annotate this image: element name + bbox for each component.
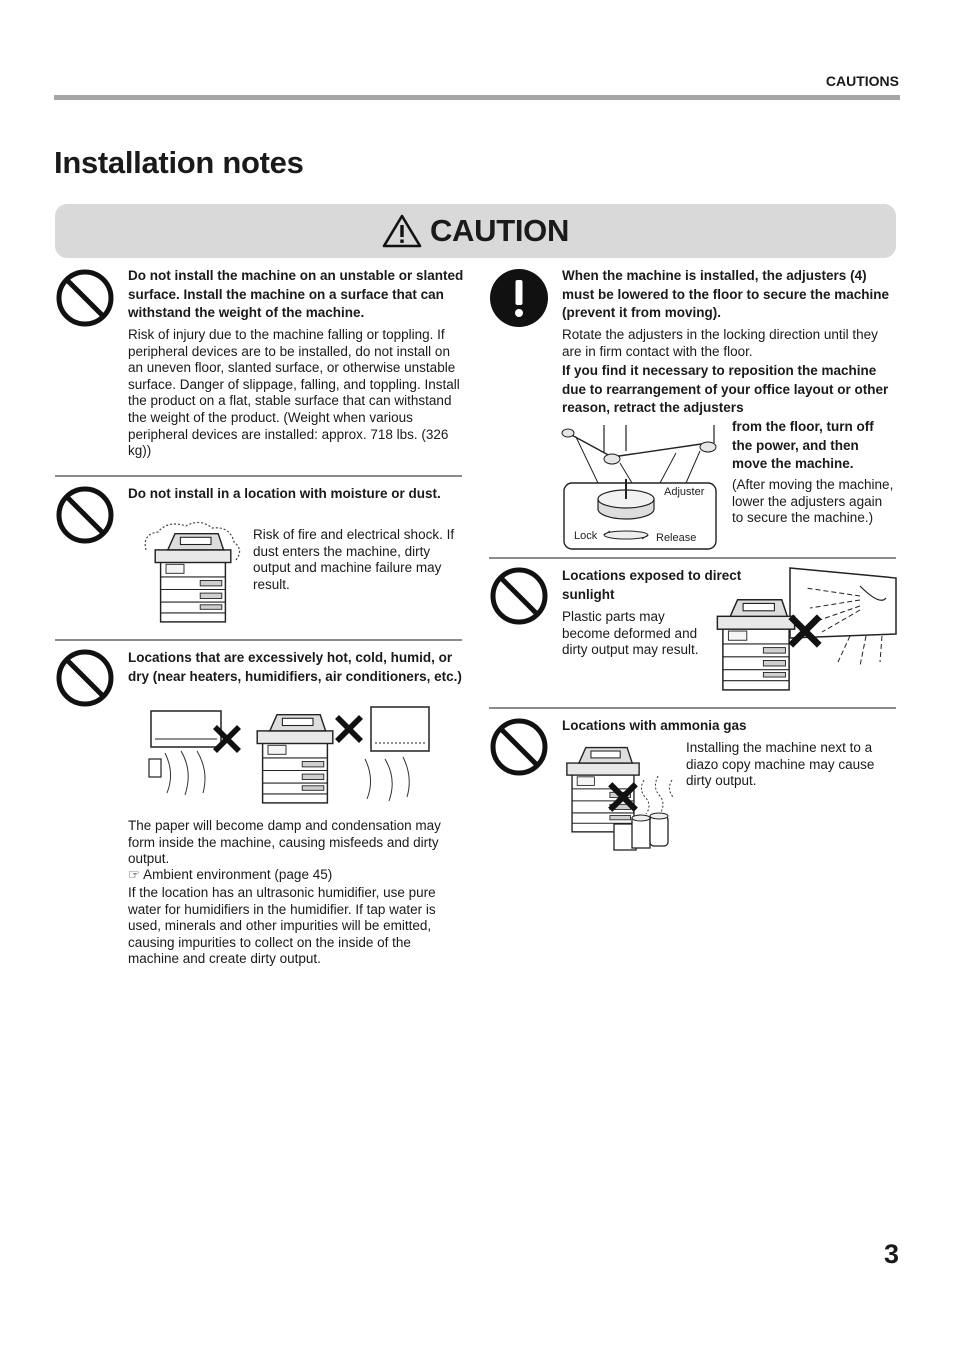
separator	[489, 557, 896, 559]
item-heading: Do not install the machine on an unstable or slanted surface. Install the machine on a surface that can withstand the weight of the machine.	[128, 268, 464, 320]
warning-triangle-icon	[382, 214, 422, 248]
item-heading: When the machine is installed, the adjusters (4) must be lowered to the floor to secure the machine (prevent it from moving).	[562, 268, 890, 320]
adjuster-diagram	[560, 423, 722, 551]
adjuster-label: Adjuster	[664, 486, 705, 498]
section-label: CAUTIONS	[825, 73, 899, 89]
ammonia-illustration	[560, 736, 680, 854]
climate-illustration	[145, 703, 440, 813]
item-heading: Locations exposed to direct sunlight	[562, 568, 742, 602]
page-title: Installation notes	[54, 145, 304, 180]
prohibition-icon	[489, 717, 549, 777]
prohibition-icon	[55, 648, 115, 708]
item-body: The paper will become damp and condensation may form inside the machine, causing misfeeds and dirty output.	[128, 818, 441, 867]
separator	[55, 639, 462, 641]
caution-banner	[55, 204, 896, 258]
separator	[489, 707, 896, 709]
item-body: Risk of fire and electrical shock. If dust enters the machine, dirty output and machine failure may result.	[253, 527, 455, 592]
lock-label: Lock	[574, 530, 598, 542]
reference-link[interactable]: ☞ Ambient environment (page 45)	[128, 867, 333, 882]
caution-label: CAUTION	[429, 213, 570, 248]
prohibition-icon	[489, 566, 549, 626]
release-label: Release	[656, 532, 697, 544]
prohibition-icon	[55, 485, 115, 545]
sunlight-illustration	[710, 566, 898, 698]
separator	[55, 475, 462, 477]
item-body: Installing the machine next to a diazo copy machine may cause dirty output.	[686, 740, 875, 789]
copier-dust-illustration	[138, 520, 248, 630]
item-heading: from the floor, turn off the power, and then move the machine.	[732, 419, 874, 471]
item-body: Plastic parts may become deformed and dirty output may result.	[562, 609, 699, 658]
item-heading: If you find it necessary to reposition the machine due to rearrangement of your office layout or other reason, retract the adjusters	[562, 363, 889, 415]
prohibition-icon	[55, 268, 115, 328]
mandatory-action-icon	[489, 268, 549, 328]
page-number: 3	[883, 1239, 899, 1269]
item-heading: Locations that are excessively hot, cold, humid, or dry (near heaters, humidifiers, air conditioners, etc.)	[128, 650, 462, 684]
item-body: Risk of injury due to the machine falling or toppling. If peripheral devices are to be installed, do not install on an uneven floor, slanted surface, or otherwise unstable surface. Danger of slippage, falling, and toppling. Install the product on a flat, stable surface that can withstand the weight of the product. (Weight when various peripheral devices are installed: approx. 718 lbs. (326 kg))	[128, 327, 460, 459]
item-heading: Locations with ammonia gas	[562, 718, 747, 733]
item-body: (After moving the machine, lower the adjusters again to secure the machine.)	[732, 477, 894, 526]
header-rule	[54, 95, 900, 100]
item-body: If the location has an ultrasonic humidifier, use pure water for humidifiers in the humidifier. If tap water is used, minerals and other impurities will be emitted, causing impurities to collect on the inside of the machine and create dirty output.	[128, 885, 436, 967]
item-body: Rotate the adjusters in the locking direction until they are in firm contact with the floor.	[562, 327, 878, 359]
item-heading: Do not install in a location with moisture or dust.	[128, 486, 441, 501]
